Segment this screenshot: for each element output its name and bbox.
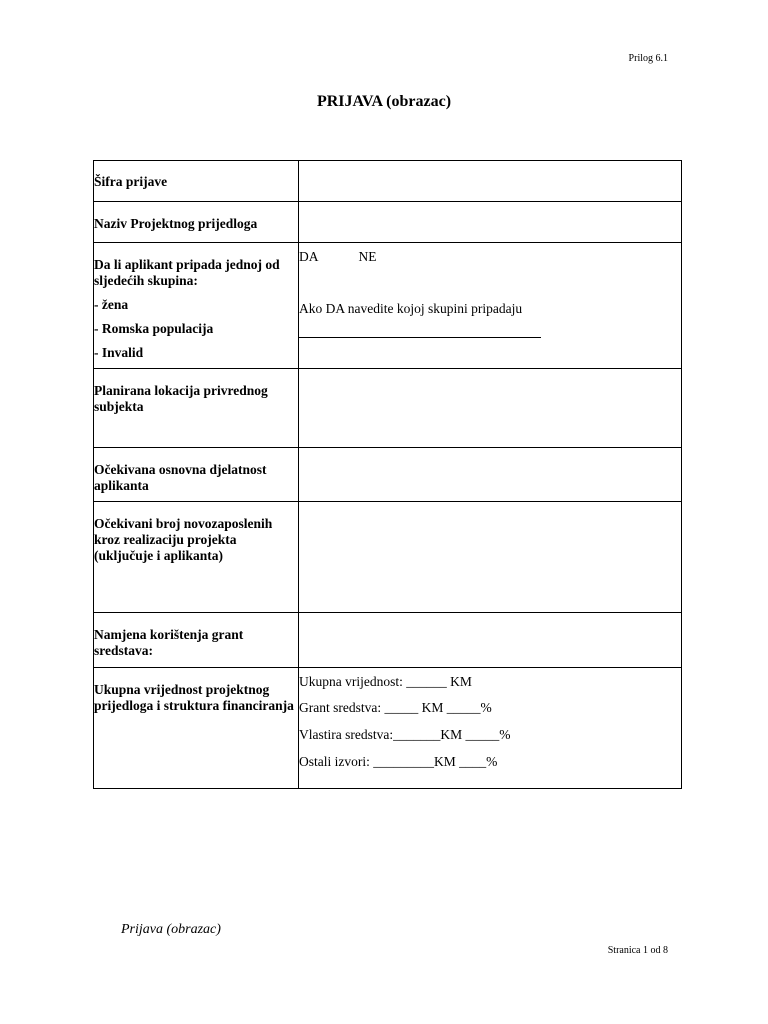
group-membership-field <box>299 243 682 369</box>
other-sources-line[interactable]: Ostali izvori: _________KM ____% <box>299 754 498 769</box>
row-label-cell <box>94 243 299 369</box>
row-label-cell <box>94 161 299 202</box>
row-label-cell <box>94 613 299 668</box>
group-item-women: - žena <box>94 297 129 312</box>
group-answer-line[interactable] <box>299 323 541 338</box>
row-label-cell <box>94 448 299 502</box>
row-label-cell <box>94 369 299 448</box>
activity-field[interactable] <box>299 448 682 502</box>
grant-purpose-field[interactable] <box>299 613 682 668</box>
total-value-line[interactable]: Ukupna vrijednost: ______ KM <box>299 674 472 689</box>
footer-document-title: Prijava (obrazac) <box>121 922 221 937</box>
location-label: Planirana lokacija privrednog subjekta <box>94 383 268 414</box>
row-label-cell <box>94 668 299 789</box>
application-code-field[interactable] <box>299 161 682 202</box>
table-row <box>94 613 682 668</box>
financing-field <box>299 668 682 789</box>
annex-label: Prilog 6.1 <box>628 53 668 64</box>
application-form-table <box>93 160 682 789</box>
table-row <box>94 668 682 789</box>
new-employees-field[interactable] <box>299 502 682 613</box>
row-label-cell <box>94 502 299 613</box>
own-funds-line[interactable]: Vlastira sredstva:_______KM _____% <box>299 727 511 742</box>
group-prompt: Ako DA navedite kojoj skupini pripadaju <box>299 301 523 316</box>
table-row <box>94 202 682 243</box>
activity-label: Očekivana osnovna djelatnost aplikanta <box>94 462 267 493</box>
project-name-field[interactable] <box>299 202 682 243</box>
group-item-roma: - Romska populacija <box>94 321 214 336</box>
yes-no-options <box>299 243 681 265</box>
location-field[interactable] <box>299 369 682 448</box>
table-row <box>94 502 682 613</box>
option-no[interactable]: NE <box>358 249 377 264</box>
project-name-label: Naziv Projektnog prijedloga <box>94 216 258 231</box>
grant-purpose-label: Namjena korištenja grant sredstava: <box>94 627 244 658</box>
new-employees-label: Očekivani broj novozaposlenih kroz realizaciju projekta (uključuje i aplikanta) <box>94 516 273 563</box>
page-title: PRIJAVA (obrazac) <box>316 93 452 110</box>
table-row <box>94 369 682 448</box>
grant-funds-line[interactable]: Grant sredstva: _____ KM _____% <box>299 700 492 715</box>
financing-label: Ukupna vrijednost projektnog prijedloga i struktura financiranja <box>94 682 294 713</box>
table-row <box>94 448 682 502</box>
group-membership-label: Da li aplikant pripada jednoj od sljedećih skupina: <box>94 257 280 288</box>
table-row <box>94 161 682 202</box>
table-row <box>94 243 682 369</box>
row-label-cell <box>94 202 299 243</box>
application-code-label: Šifra prijave <box>94 174 168 189</box>
option-yes[interactable]: DA <box>299 249 319 264</box>
group-item-disabled: - Invalid <box>94 345 144 360</box>
page-number: Stranica 1 od 8 <box>607 945 668 956</box>
